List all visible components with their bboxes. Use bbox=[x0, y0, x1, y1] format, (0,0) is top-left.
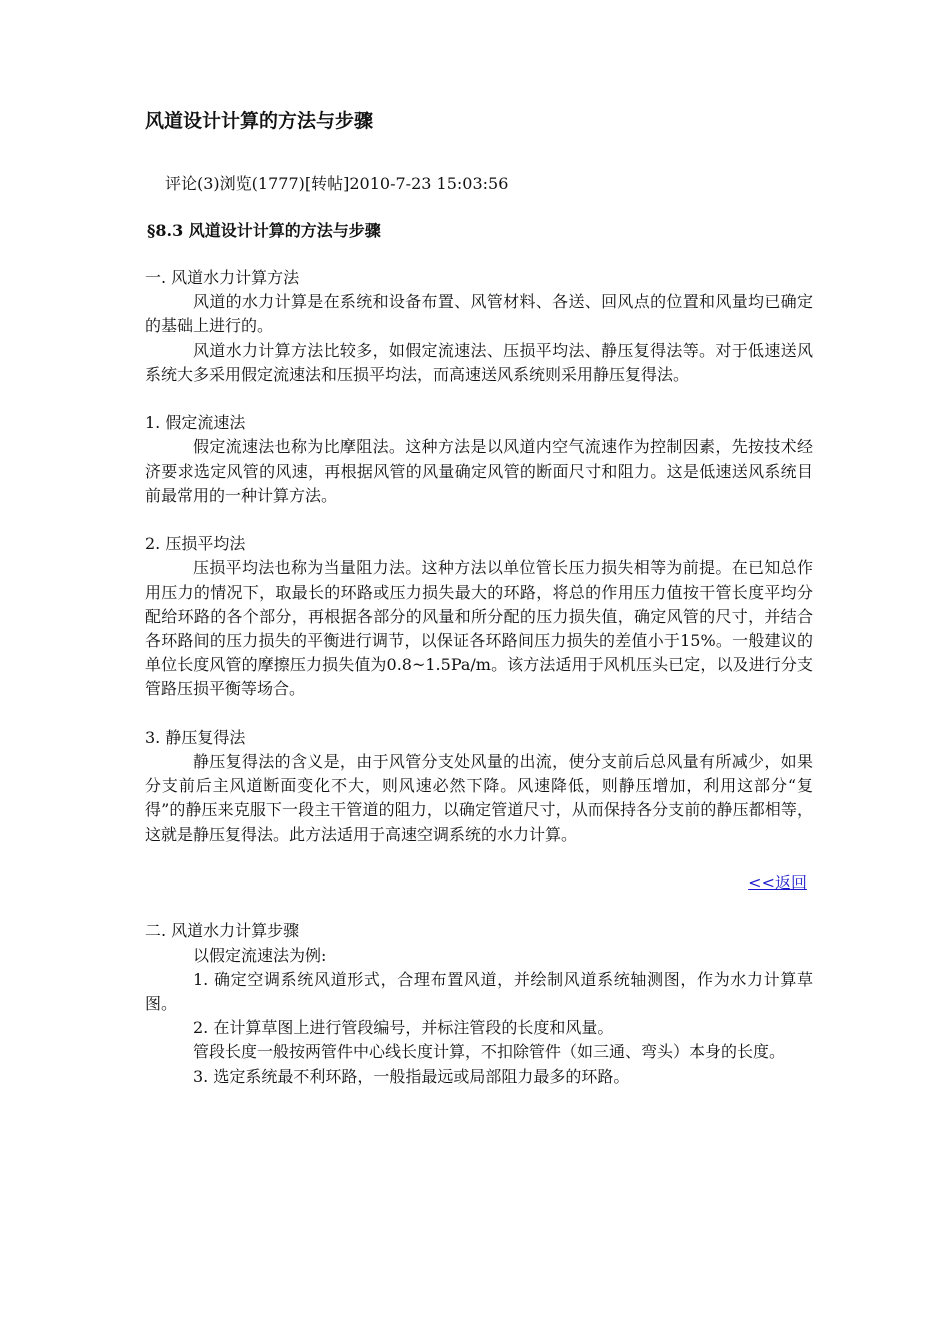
document-title: 风道设计计算的方法与步骤 bbox=[145, 110, 374, 132]
article-body bbox=[145, 266, 813, 1089]
part1-paragraph: 风道的水力计算是在系统和设备布置、风管材料、各送、回风点的位置和风量均已确定的基础上进行的。 bbox=[145, 292, 813, 336]
step-item: 1. 确定空调系统风道形式，合理布置风道，并绘制风道系统轴测图，作为水力计算草图。 bbox=[145, 969, 813, 1014]
method2-heading: 2. 压损平均法 bbox=[145, 534, 246, 554]
spacer bbox=[145, 387, 813, 411]
method3-paragraph: 静压复得法的含义是，由于风管分支处风量的出流，使分支前后总风量有所减少，如果分支前后主风道断面变化不大，则风速必然下降。风速降低，则静压增加，利用这部分“复得”的静压来克服下一段主干管道的阻力，以确定管道尺寸，从而保持各分支前的静压都相等，这就是静压复得法。此方法适用于高速空调系统的水力计算。 bbox=[145, 752, 813, 844]
part2-intro: 以假定流速法为例: bbox=[193, 945, 327, 965]
step-note: 管段长度一般按两管件中心线长度计算，不扣除管件（如三通、弯头）本身的长度。 bbox=[193, 1042, 786, 1062]
method1-paragraph: 假定流速法也称为比摩阻法。这种方法是以风道内空气流速作为控制因素，先按技术经济要求选定风管的风速，再根据风管的风量确定风管的断面尺寸和阻力。这是低速送风系统目前最常用的一种计算方法。 bbox=[145, 437, 813, 505]
part1-paragraph: 风道水力计算方法比较多，如假定流速法、压损平均法、静压复得法等。对于低速送风系统大多采用假定流速法和压损平均法，而高速送风系统则采用静压复得法。 bbox=[145, 340, 813, 384]
post-meta: 评论(3)浏览(1777)[转帖]2010-7-23 15:03:56 bbox=[165, 174, 509, 193]
back-link[interactable]: <<返回 bbox=[748, 873, 807, 893]
step-item: 2. 在计算草图上进行管段编号，并标注管段的长度和风量。 bbox=[193, 1018, 614, 1038]
method1-heading: 1. 假定流速法 bbox=[145, 413, 246, 433]
spacer bbox=[145, 508, 813, 532]
part2-heading: 二. 风道水力计算步骤 bbox=[145, 921, 300, 941]
part1-heading: 一. 风道水力计算方法 bbox=[145, 268, 300, 287]
spacer bbox=[145, 847, 813, 871]
back-link-row bbox=[145, 871, 813, 895]
method2-paragraph: 压损平均法也称为当量阻力法。这种方法以单位管长压力损失相等为前提。在已知总作用压力的情况下，取最长的环路或压力损失最大的环路，将总的作用压力值按干管长度平均分配给环路的各个部分，再根据各部分的风量和所分配的压力损失值，确定风管的尺寸，并结合各环路间的压力损失的平衡进行调节，以保证各环路间压力损失的差值小于15%。一般建议的单位长度风管的摩擦压力损失值为0.8~1.5Pa/m。该方法适用于风机压头已定，以及进行分支管路压损平衡等场合。 bbox=[145, 558, 813, 699]
step-item: 3. 选定系统最不利环路，一般指最远或局部阻力最多的环路。 bbox=[193, 1066, 630, 1086]
section-heading: §8.3 风道设计计算的方法与步骤 bbox=[147, 221, 381, 240]
spacer bbox=[145, 702, 813, 726]
spacer bbox=[145, 895, 813, 919]
method3-heading: 3. 静压复得法 bbox=[145, 727, 246, 747]
